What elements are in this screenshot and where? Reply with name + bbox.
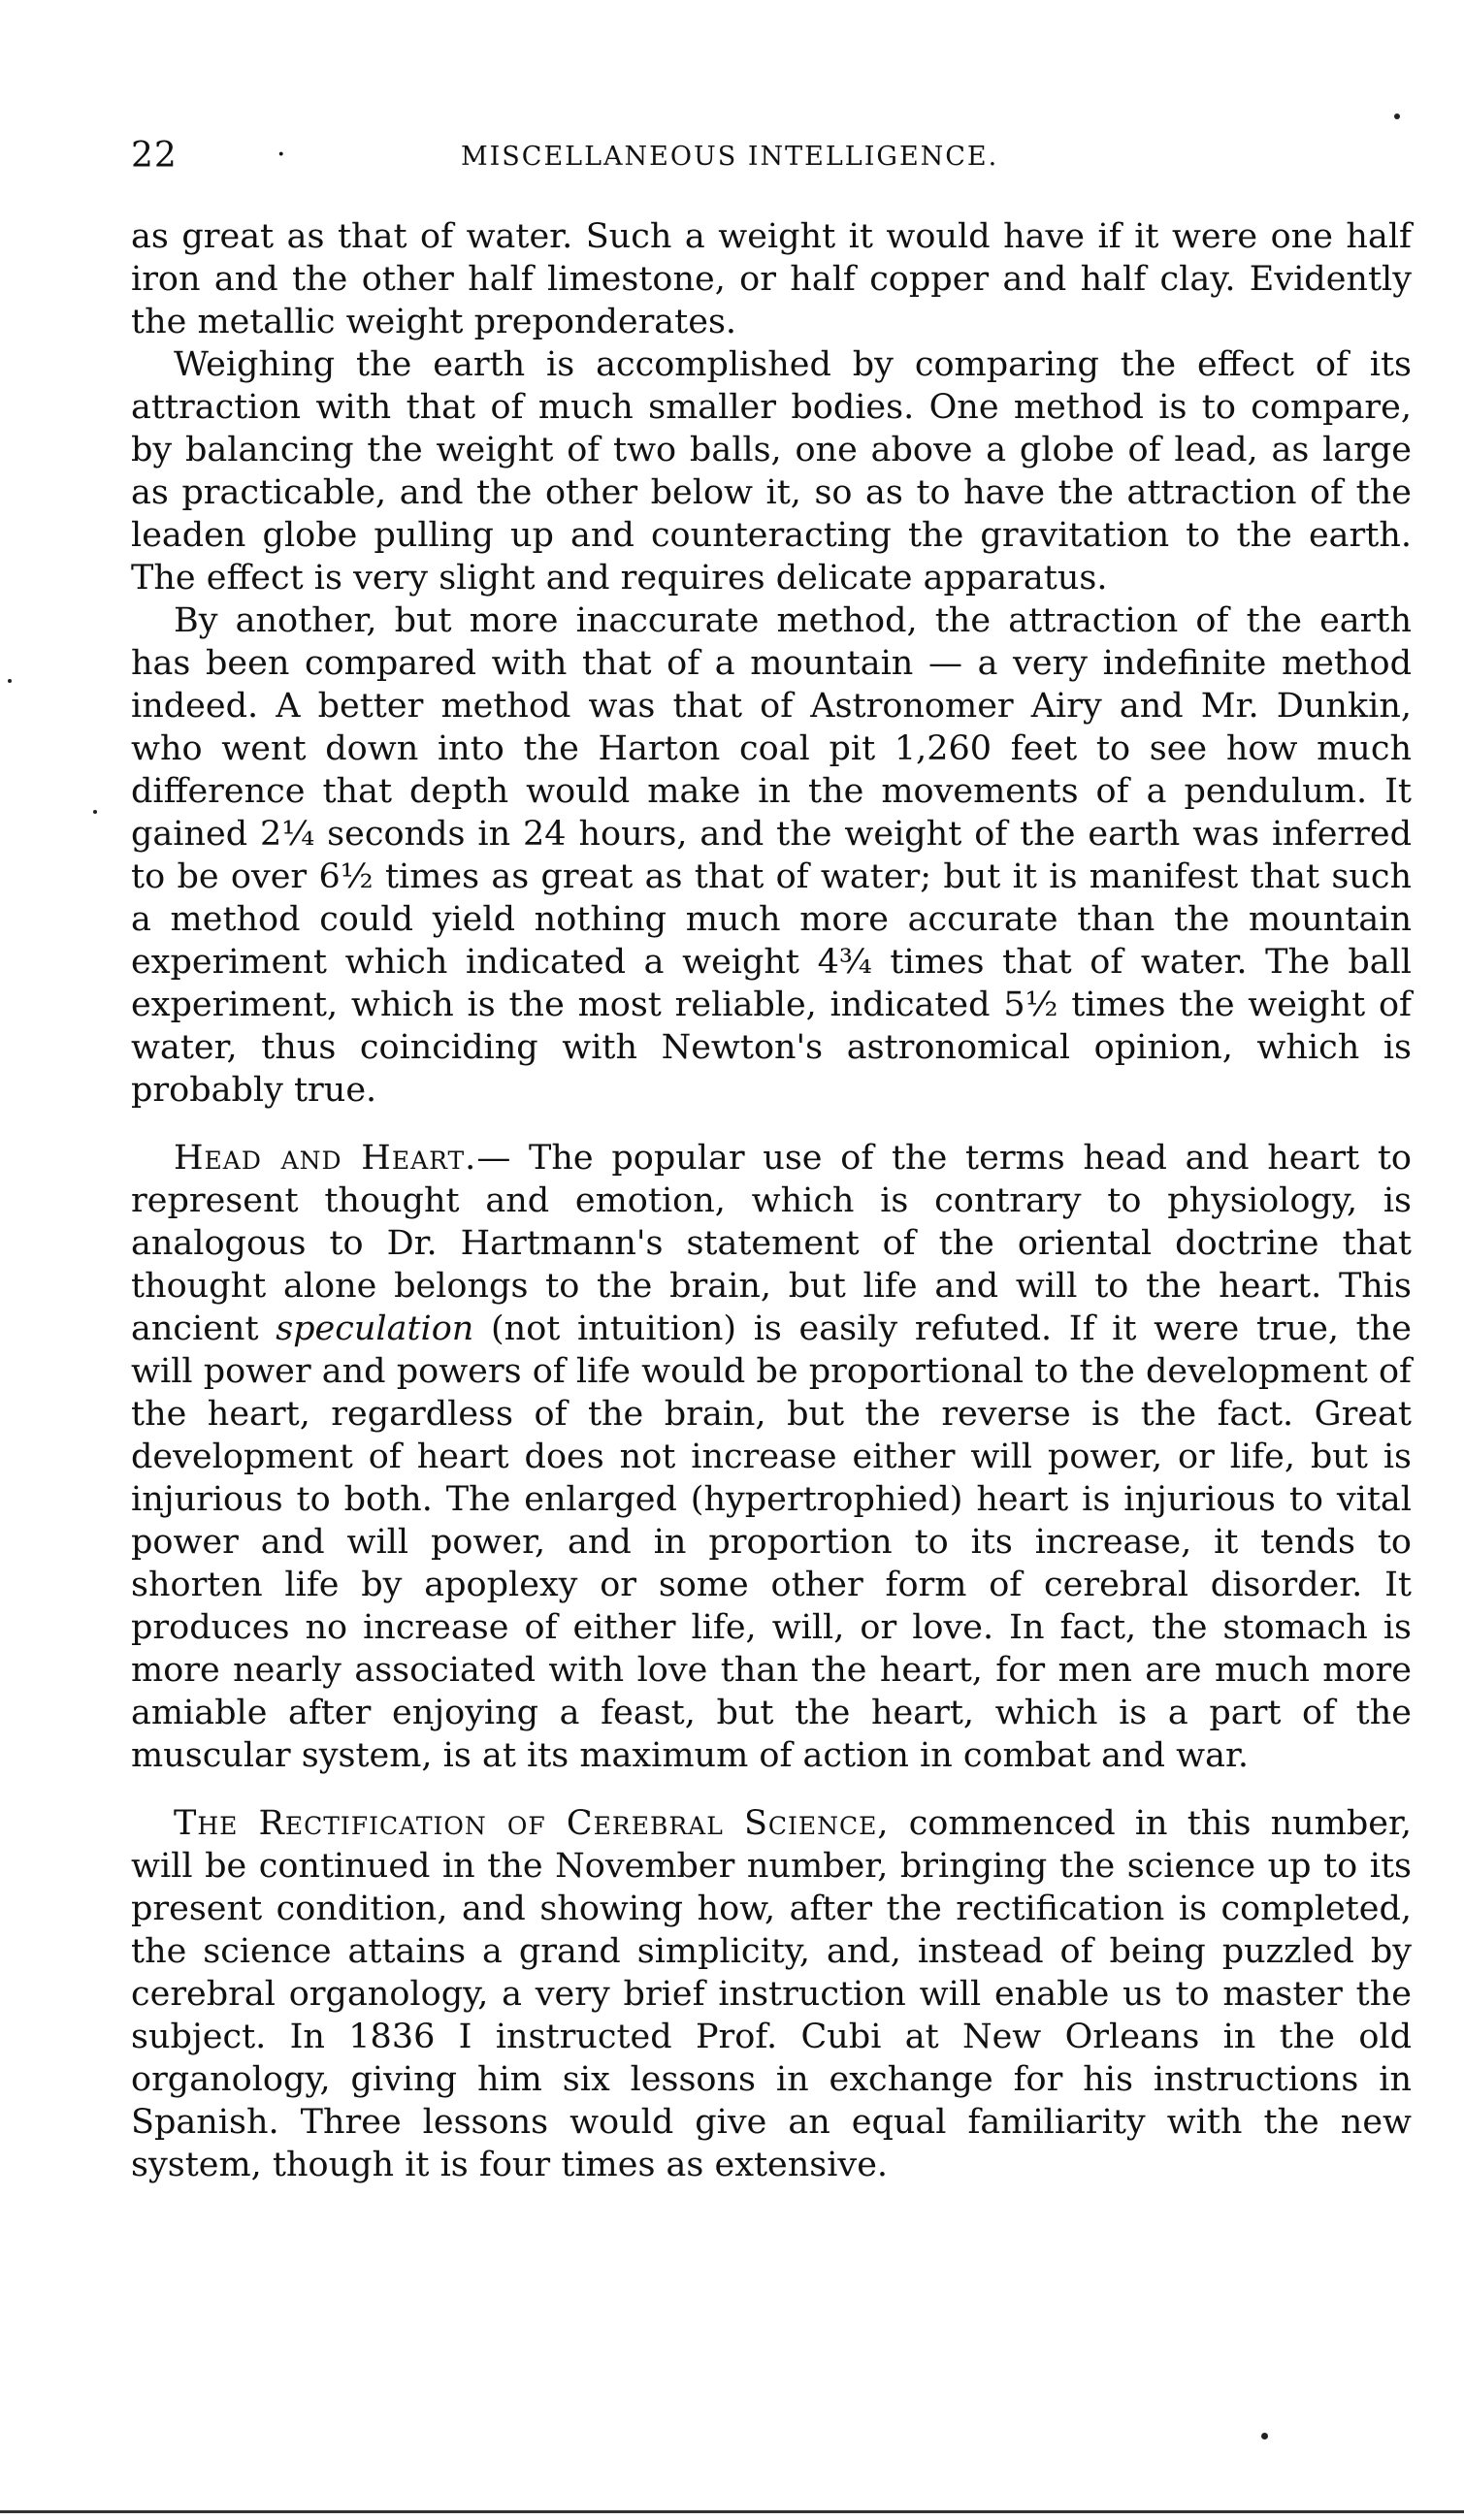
print-speck bbox=[1394, 113, 1400, 119]
paragraph-head-and-heart bbox=[131, 1137, 1412, 1777]
paragraph-text: — The popular use of the terms head and heart to represent thought and emotion, which is contrary to physiology, is analogous to Dr. Hartmann's statement of the oriental doctrine that thought alone belongs to the brain, but life and will to the heart. This ancient bbox=[131, 1139, 1412, 1348]
paragraph-rectification bbox=[131, 1802, 1412, 2186]
paragraph-text: (not intuition) is easily refuted. If it were true, the will power and powers of life would be proportional to the development of the heart, regardless of the brain, but the reverse is the fact. Great development of heart does not increase either will power, or life, but is injurious to both. The enlarged (hypertrophied) heart is injurious to vital power and will power, and in proportion to its increase, it tends to shorten life by apoplexy or some other form of cerebral disorder. It produces no increase of either life, will, or love. In fact, the stomach is more nearly associated with love than the heart, for men are much more amiable after enjoying a feast, but the heart, which is a part of the muscular system, is at its maximum of action in combat and war. bbox=[131, 1309, 1413, 1775]
paragraph-weighing-earth bbox=[131, 343, 1412, 599]
paragraph-methods bbox=[131, 599, 1412, 1112]
print-speck bbox=[8, 679, 12, 683]
header-separator: · bbox=[277, 138, 286, 172]
paragraph-continuation bbox=[131, 215, 1412, 343]
print-speck bbox=[93, 810, 97, 814]
section-lead-head-and-heart: Head and Heart. bbox=[174, 1139, 477, 1178]
article-body bbox=[131, 215, 1412, 2186]
italic-term: speculation bbox=[276, 1309, 474, 1348]
paragraph-text: Weighing the earth is accomplished by comparing the effect of its attraction with that of much smaller bodies. One method is to compare, by balancing the weight of two balls, one above a globe of lead, as large as practicable, and the other below it, so as to have the attraction of the leaden globe pulling up and counteracting the gravitation to the earth. The effect is very slight and requires delicate apparatus. bbox=[131, 345, 1412, 598]
page-edge-line bbox=[0, 2510, 1464, 2513]
print-speck bbox=[1261, 2433, 1268, 2439]
page-number: 22 bbox=[131, 136, 178, 176]
running-title: MISCELLANEOUS INTELLIGENCE. bbox=[461, 142, 999, 172]
paragraph-text: as great as that of water. Such a weight it would have if it were one half iron and the other half limestone, or half copper and half clay. Evidently the metallic weight preponderates. bbox=[131, 217, 1412, 341]
section-lead-rectification: The Rectification of Cerebral Science, bbox=[174, 1804, 890, 1843]
paragraph-text: By another, but more inaccurate method, the attraction of the earth has been compared with that of a mountain — a very indefinite method indeed. A better method was that of Astronomer Airy and Mr. Dunkin, who went down into the Harton coal pit 1,260 feet to see how much difference that depth would make in the movements of a pendulum. It gained 2¼ seconds in 24 hours, and the weight of the earth was inferred to be over 6½ times as great as that of water; but it is manifest that such a method could yield nothing much more accurate than the mountain experiment which indicated a weight 4¾ times that of water. The ball experiment, which is the most reliable, indicated 5½ times the weight of water, thus coinciding with Newton's astronomical opinion, which is probably true. bbox=[131, 601, 1412, 1110]
page-header bbox=[131, 136, 1416, 184]
paragraph-text: commenced in this number, will be continued in the November number, bringing the science up to its present condition, and showing how, after the rectification is completed, the science attains a grand simplicity, and, instead of being puzzled by cerebral organology, a very brief instruction will enable us to master the subject. In 1836 I instructed Prof. Cubi at New Orleans in the old organology, giving him six lessons in exchange for his instructions in Spanish. Three lessons would give an equal familiarity with the new system, though it is four times as extensive. bbox=[131, 1804, 1412, 2184]
